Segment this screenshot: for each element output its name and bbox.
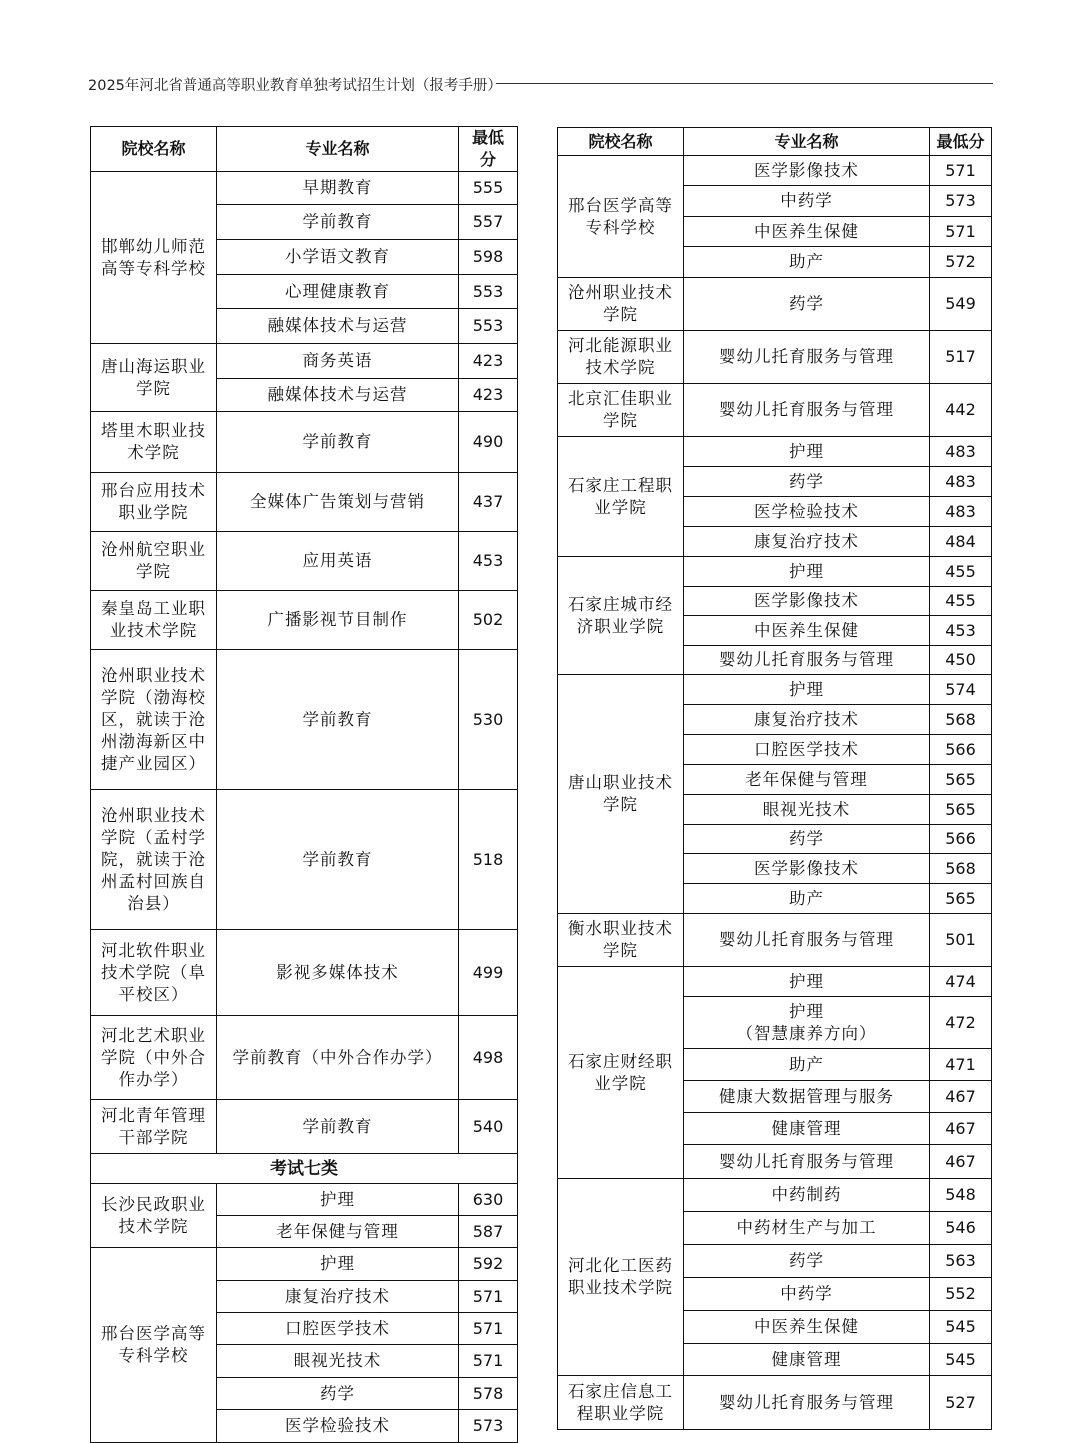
table-row (91, 930, 518, 1016)
major-name-cell: 广播影视节目制作 (217, 591, 459, 650)
major-name-cell: 学前教育 (217, 790, 459, 930)
school-name-cell: 唐山海运职业学院 (91, 344, 217, 412)
major-name-cell: 心理健康教育 (217, 275, 459, 309)
major-name-cell: 学前教育 (217, 412, 459, 473)
school-name-cell: 石家庄工程职业学院 (558, 437, 684, 557)
school-name-cell: 石家庄信息工程职业学院 (558, 1376, 684, 1430)
min-score-cell: 453 (930, 616, 992, 646)
table-row (558, 1376, 992, 1430)
major-name-cell: 婴幼儿托育服务与管理 (684, 914, 930, 967)
min-score-cell: 598 (459, 240, 518, 275)
major-name-cell: 婴幼儿托育服务与管理 (684, 646, 930, 675)
min-score-cell: 467 (930, 1081, 992, 1113)
school-name-cell: 秦皇岛工业职业技术学院 (91, 591, 217, 650)
major-name-cell: 康复治疗技术 (684, 527, 930, 557)
major-name-cell: 助产 (684, 884, 930, 914)
table-row (558, 384, 992, 437)
header-rule (496, 83, 993, 84)
school-name-cell: 河北能源职业技术学院 (558, 331, 684, 384)
major-name-cell: 中药学 (684, 1278, 930, 1311)
min-score-cell: 453 (459, 532, 518, 591)
major-name-cell: 学前教育（中外合作办学） (217, 1016, 459, 1100)
major-column-header: 专业名称 (684, 128, 930, 156)
school-name-cell: 石家庄财经职业学院 (558, 967, 684, 1179)
table-row (91, 172, 518, 205)
major-name-cell: 融媒体技术与运营 (217, 309, 459, 344)
school-name-cell: 沧州职业技术学院 (558, 278, 684, 331)
min-score-cell: 566 (930, 735, 992, 765)
min-score-cell: 530 (459, 650, 518, 790)
major-name-cell: 助产 (684, 247, 930, 278)
major-name-cell: 中医养生保健 (684, 217, 930, 247)
major-name-cell: 婴幼儿托育服务与管理 (684, 384, 930, 437)
major-name-cell: 早期教育 (217, 172, 459, 205)
min-score-cell: 517 (930, 331, 992, 384)
table-row (91, 790, 518, 930)
section-header-row (91, 1154, 518, 1184)
min-score-cell: 557 (459, 205, 518, 240)
school-name-cell: 石家庄城市经济职业学院 (558, 557, 684, 675)
major-name-cell: 婴幼儿托育服务与管理 (684, 1145, 930, 1179)
table-row (558, 331, 992, 384)
school-name-cell: 沧州职业技术学院（孟村学院，就读于沧州孟村回族自治县） (91, 790, 217, 930)
min-score-cell: 490 (459, 412, 518, 473)
major-name-cell: 应用英语 (217, 532, 459, 591)
school-name-cell: 沧州职业技术学院（渤海校区，就读于沧州渤海新区中捷产业园区） (91, 650, 217, 790)
school-column-header: 院校名称 (91, 127, 217, 172)
table-row (91, 1100, 518, 1154)
table-row (91, 412, 518, 473)
major-name-cell: 医学影像技术 (684, 854, 930, 884)
major-name-cell: 助产 (684, 1049, 930, 1081)
page-title: 2025年河北省普通高等职业教育单独考试招生计划（报考手册） (88, 78, 502, 94)
min-score-cell: 571 (930, 156, 992, 186)
min-score-cell: 587 (459, 1216, 518, 1248)
major-name-cell: 眼视光技术 (217, 1345, 459, 1378)
major-name-cell: 中医养生保健 (684, 1311, 930, 1344)
min-score-cell: 555 (459, 172, 518, 205)
page-header (88, 72, 993, 98)
major-name-cell: 健康大数据管理与服务 (684, 1081, 930, 1113)
table-row (558, 278, 992, 331)
min-score-cell: 423 (459, 344, 518, 379)
major-name-cell: 中药材生产与加工 (684, 1212, 930, 1245)
min-score-cell: 501 (930, 914, 992, 967)
table-row (91, 473, 518, 532)
table-row (91, 344, 518, 379)
school-name-cell: 邢台应用技术职业学院 (91, 473, 217, 532)
major-name-cell: 护理 (217, 1184, 459, 1216)
min-score-cell: 483 (930, 437, 992, 467)
table-row (91, 1184, 518, 1216)
major-name-cell: 康复治疗技术 (684, 705, 930, 735)
table-row (558, 967, 992, 997)
major-name-cell: 眼视光技术 (684, 795, 930, 825)
major-name-cell: 融媒体技术与运营 (217, 379, 459, 412)
major-name-cell: 医学检验技术 (684, 497, 930, 527)
school-name-cell: 河北软件职业技术学院（阜平校区） (91, 930, 217, 1016)
min-score-cell: 563 (930, 1245, 992, 1278)
major-name-cell: 老年保健与管理 (217, 1216, 459, 1248)
score-column-header: 最低分 (930, 128, 992, 156)
major-name-cell: 健康管理 (684, 1344, 930, 1376)
min-score-cell: 565 (930, 795, 992, 825)
major-name-cell: 影视多媒体技术 (217, 930, 459, 1016)
school-name-cell: 长沙民政职业技术学院 (91, 1184, 217, 1248)
score-column-header: 最低分 (459, 127, 518, 172)
min-score-cell: 548 (930, 1179, 992, 1212)
major-name-cell: 药学 (217, 1378, 459, 1410)
major-name-cell: 小学语文教育 (217, 240, 459, 275)
major-name-cell: 学前教育 (217, 1100, 459, 1154)
min-score-cell: 442 (930, 384, 992, 437)
min-score-cell: 565 (930, 765, 992, 795)
min-score-cell: 566 (930, 825, 992, 854)
school-column-header: 院校名称 (558, 128, 684, 156)
major-name-cell: 医学影像技术 (684, 587, 930, 616)
min-score-cell: 518 (459, 790, 518, 930)
major-name-cell: 婴幼儿托育服务与管理 (684, 1376, 930, 1430)
table-row (91, 591, 518, 650)
major-name-cell: 学前教育 (217, 650, 459, 790)
table-row (558, 437, 992, 467)
section-title: 考试七类 (91, 1154, 518, 1184)
min-score-cell: 571 (459, 1345, 518, 1378)
min-score-cell: 552 (930, 1278, 992, 1311)
min-score-cell: 578 (459, 1378, 518, 1410)
table-row (558, 156, 992, 186)
major-name-cell: 健康管理 (684, 1113, 930, 1145)
school-name-cell: 河北青年管理干部学院 (91, 1100, 217, 1154)
table-row (558, 557, 992, 587)
major-name-cell: 药学 (684, 1245, 930, 1278)
min-score-cell: 499 (459, 930, 518, 1016)
table-header-row (91, 127, 518, 172)
min-score-cell: 502 (459, 591, 518, 650)
major-name-cell: 医学影像技术 (684, 156, 930, 186)
major-name-cell: 药学 (684, 825, 930, 854)
min-score-cell: 484 (930, 527, 992, 557)
min-score-cell: 483 (930, 467, 992, 497)
table-row (91, 1248, 518, 1281)
min-score-cell: 571 (459, 1313, 518, 1345)
min-score-cell: 467 (930, 1113, 992, 1145)
major-name-cell: 护理 (684, 437, 930, 467)
school-name-cell: 衡水职业技术学院 (558, 914, 684, 967)
school-name-cell: 邢台医学高等专科学校 (91, 1248, 217, 1443)
major-name-cell: 婴幼儿托育服务与管理 (684, 331, 930, 384)
min-score-cell: 498 (459, 1016, 518, 1100)
min-score-cell: 592 (459, 1248, 518, 1281)
major-name-cell: 口腔医学技术 (217, 1313, 459, 1345)
major-name-cell: 康复治疗技术 (217, 1281, 459, 1313)
school-name-cell: 北京汇佳职业学院 (558, 384, 684, 437)
min-score-cell: 573 (930, 186, 992, 217)
school-name-cell: 唐山职业技术学院 (558, 675, 684, 914)
major-name-cell: 护理 (217, 1248, 459, 1281)
min-score-cell: 571 (930, 217, 992, 247)
major-name-cell: 中药制药 (684, 1179, 930, 1212)
school-name-cell: 河北化工医药职业技术学院 (558, 1179, 684, 1376)
min-score-cell: 455 (930, 557, 992, 587)
min-score-cell: 483 (930, 497, 992, 527)
major-name-cell: 学前教育 (217, 205, 459, 240)
min-score-cell: 574 (930, 675, 992, 705)
table-row (91, 1016, 518, 1100)
major-name-cell: 药学 (684, 467, 930, 497)
min-score-cell: 568 (930, 705, 992, 735)
min-score-cell: 549 (930, 278, 992, 331)
major-name-cell: 老年保健与管理 (684, 765, 930, 795)
table-row (558, 1179, 992, 1212)
min-score-cell: 540 (459, 1100, 518, 1154)
major-name-cell (684, 997, 930, 1049)
min-score-cell: 546 (930, 1212, 992, 1245)
min-score-cell: 545 (930, 1311, 992, 1344)
major-name-cell: 商务英语 (217, 344, 459, 379)
major-name-line: （智慧康养方向） (736, 1023, 877, 1043)
school-name-cell: 沧州航空职业学院 (91, 532, 217, 591)
right-admission-table (557, 127, 992, 1430)
min-score-cell: 573 (459, 1410, 518, 1443)
min-score-cell: 471 (930, 1049, 992, 1081)
min-score-cell: 553 (459, 275, 518, 309)
min-score-cell: 467 (930, 1145, 992, 1179)
school-name-cell: 塔里木职业技术学院 (91, 412, 217, 473)
table-row (91, 532, 518, 591)
min-score-cell: 571 (459, 1281, 518, 1313)
major-column-header: 专业名称 (217, 127, 459, 172)
major-name-cell: 护理 (684, 967, 930, 997)
table-row (91, 650, 518, 790)
major-name-cell: 护理 (684, 557, 930, 587)
min-score-cell: 572 (930, 247, 992, 278)
major-name-cell: 医学检验技术 (217, 1410, 459, 1443)
school-name-cell: 邯郸幼儿师范高等专科学校 (91, 172, 217, 344)
min-score-cell: 455 (930, 587, 992, 616)
table-row (558, 675, 992, 705)
table-row (558, 914, 992, 967)
min-score-cell: 553 (459, 309, 518, 344)
major-name-cell: 中药学 (684, 186, 930, 217)
min-score-cell: 474 (930, 967, 992, 997)
major-name-cell: 全媒体广告策划与营销 (217, 473, 459, 532)
school-name-cell: 河北艺术职业学院（中外合作办学） (91, 1016, 217, 1100)
min-score-cell: 630 (459, 1184, 518, 1216)
major-name-cell: 中医养生保健 (684, 616, 930, 646)
major-name-cell: 口腔医学技术 (684, 735, 930, 765)
major-name-cell: 护理 (684, 675, 930, 705)
min-score-cell: 472 (930, 997, 992, 1049)
min-score-cell: 565 (930, 884, 992, 914)
min-score-cell: 545 (930, 1344, 992, 1376)
left-admission-table (90, 126, 518, 1443)
major-name-cell: 药学 (684, 278, 930, 331)
min-score-cell: 423 (459, 379, 518, 412)
min-score-cell: 450 (930, 646, 992, 675)
min-score-cell: 437 (459, 473, 518, 532)
major-name-line: 护理 (789, 1001, 824, 1021)
table-header-row (558, 128, 992, 156)
min-score-cell: 568 (930, 854, 992, 884)
school-name-cell: 邢台医学高等专科学校 (558, 156, 684, 278)
min-score-cell: 527 (930, 1376, 992, 1430)
